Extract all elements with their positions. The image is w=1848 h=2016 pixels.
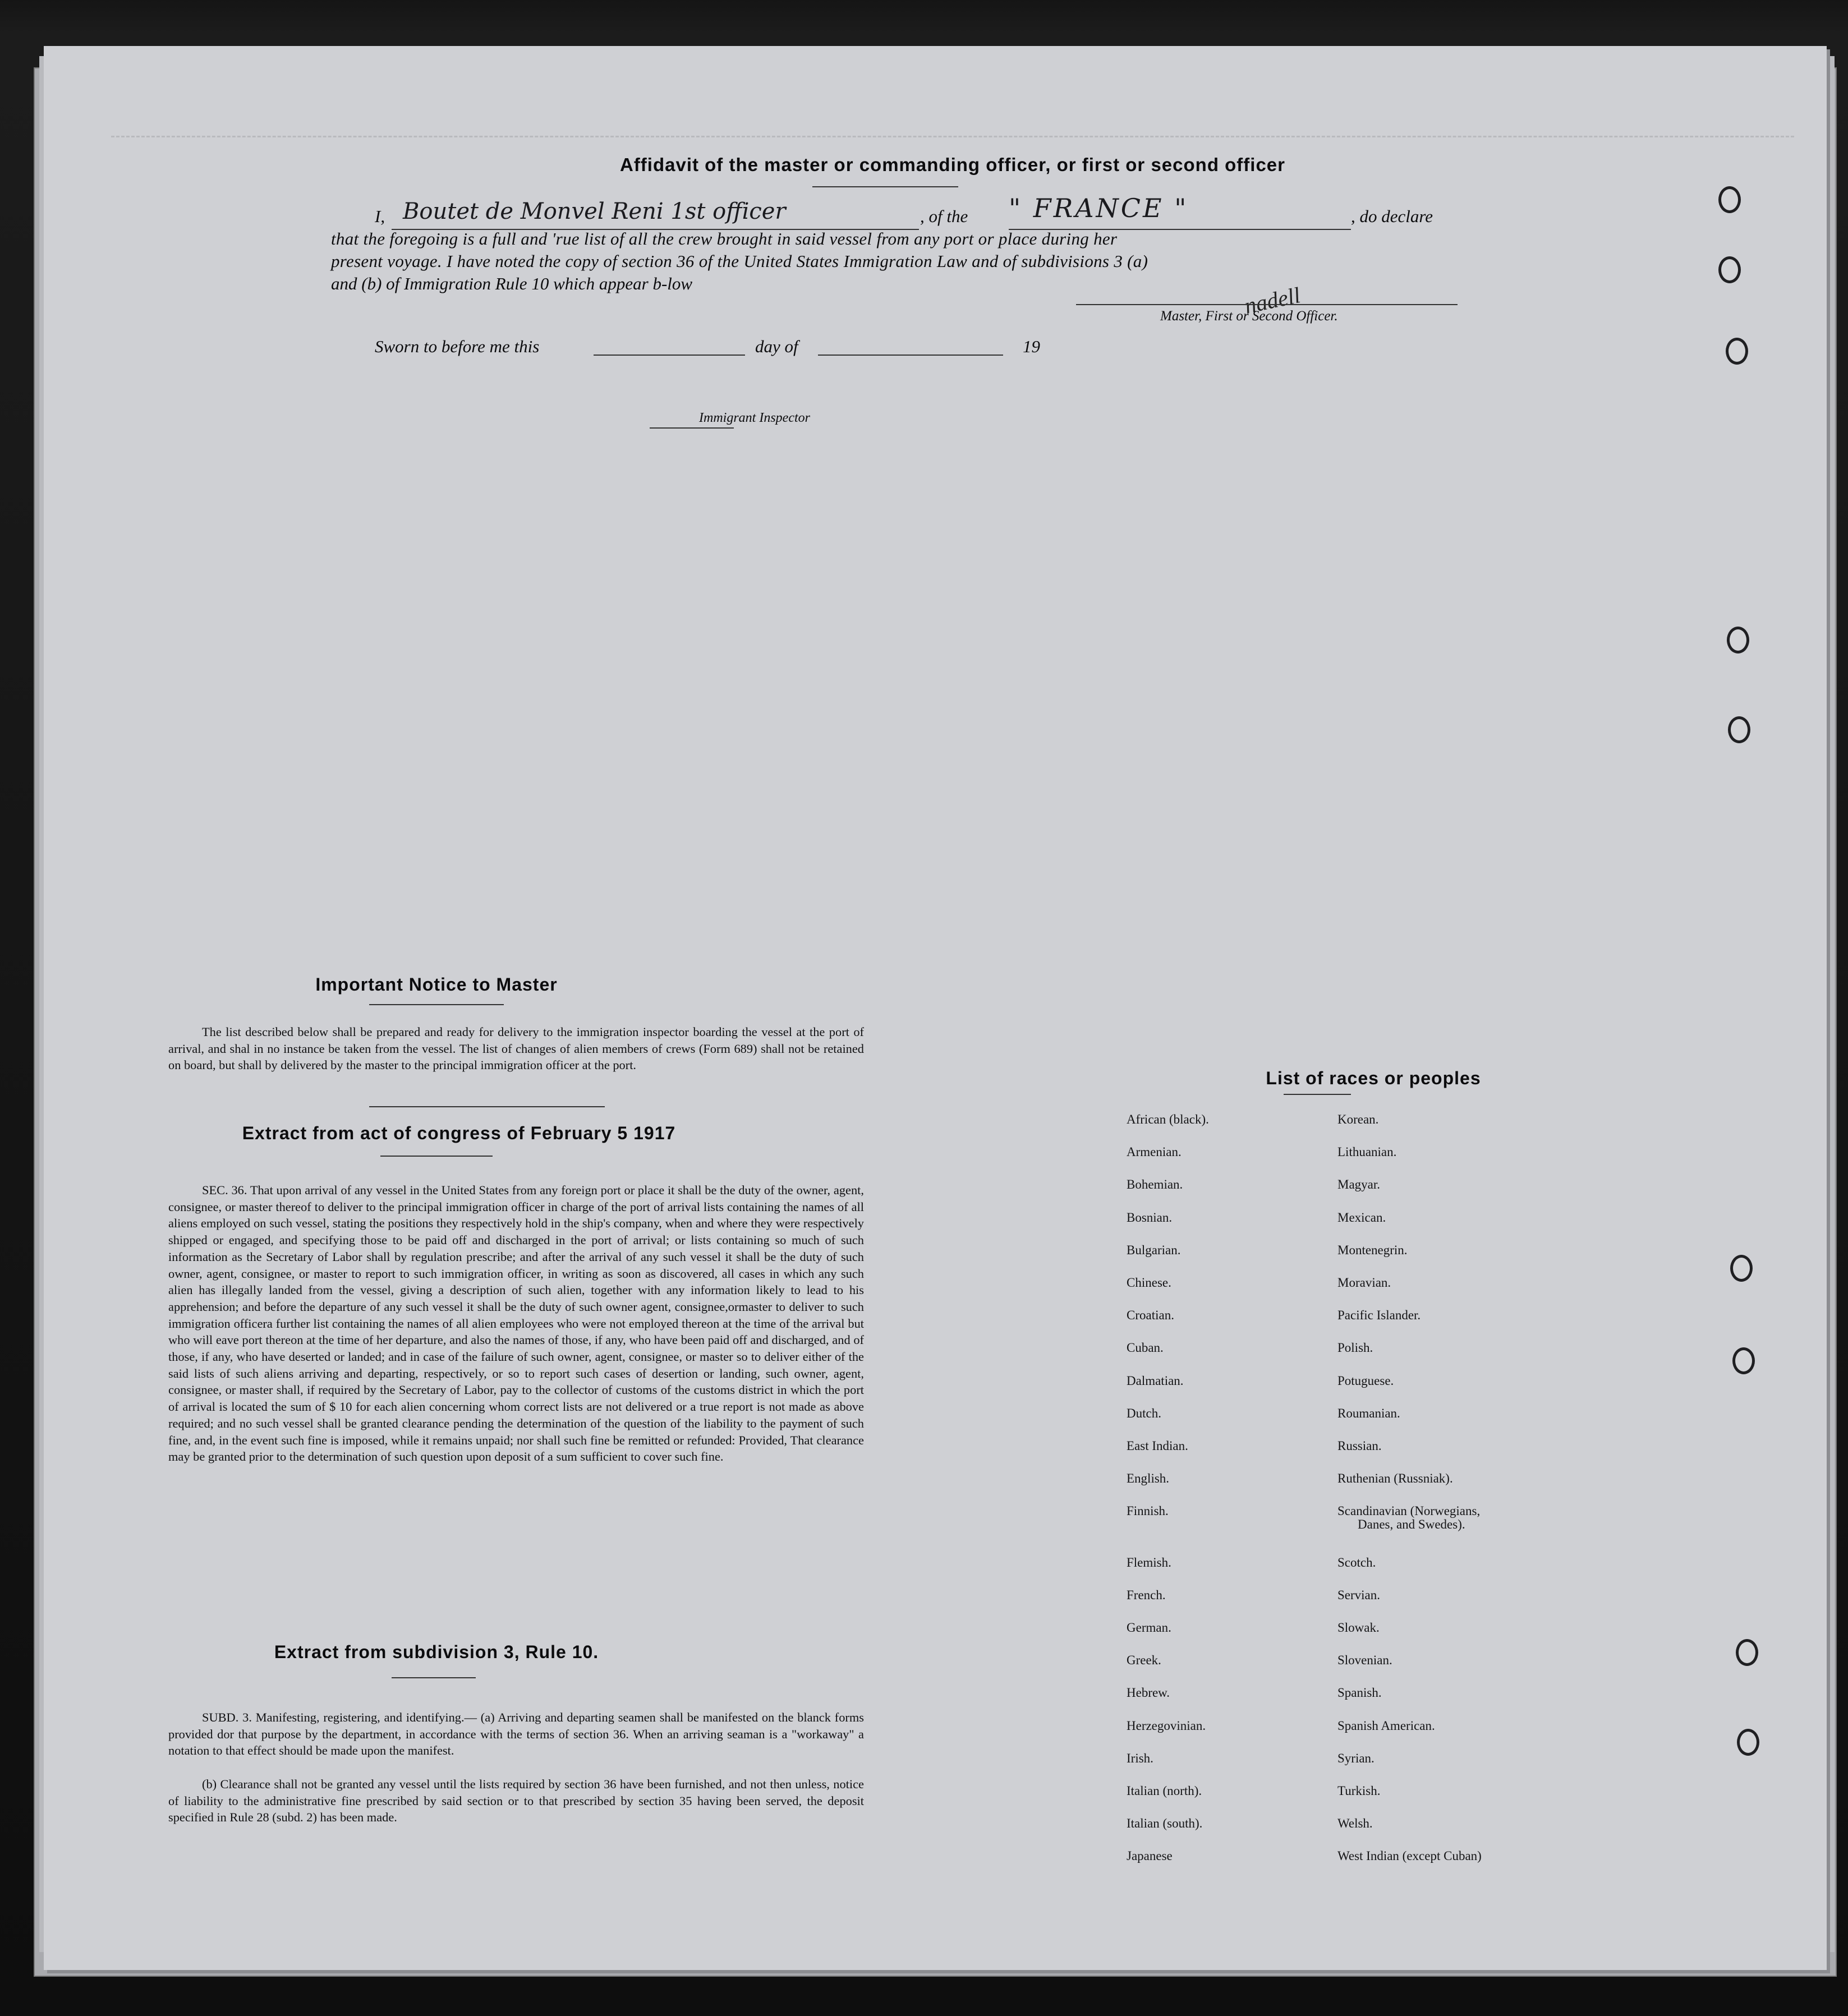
race-item: Lithuanian. [1337,1145,1397,1159]
day-of-label: day of [755,337,798,356]
race-item: Greek. [1127,1653,1161,1668]
race-item: Herzegovinian. [1127,1718,1206,1733]
inspector-line [650,427,734,429]
race-item: English. [1127,1471,1170,1486]
affidavit-line-4: and (b) of Immigration Rule 10 which appear b-low [331,274,693,293]
race-item: Croatian. [1127,1308,1174,1323]
race-item: Korean. [1337,1112,1379,1126]
binder-hole-icon [1727,627,1749,653]
races-rule [1284,1094,1351,1095]
race-item: Scandinavian (Norwegians, [1337,1504,1481,1518]
notice-rule [369,1004,504,1005]
affidavit-line-2: that the foregoing is a full and 'rue list of all the crew brought in said vessel from any port or place during her [331,229,1118,248]
race-item: Roumanian. [1337,1406,1400,1420]
race-item: African (black). [1127,1112,1209,1126]
binder-hole-icon [1737,1729,1759,1756]
race-item: Italian (south). [1127,1816,1203,1831]
signature-mark: nadell [1242,282,1303,319]
extract-rule-divider [392,1677,476,1678]
officer-name-handwritten: Boutet de Monvel Reni 1st officer [403,199,786,224]
race-item: Italian (north). [1127,1784,1202,1798]
affidavit-title: Affidavit of the master or commanding officer, or first or second officer [619,154,1285,175]
do-declare-label: , do declare [1351,206,1433,226]
race-item: Polish. [1337,1341,1373,1355]
race-item: Pacific Islander. [1337,1308,1421,1323]
race-item: Bulgarian. [1127,1242,1181,1257]
race-item: Japanese [1127,1849,1173,1863]
race-item: Servian. [1337,1587,1381,1602]
race-item: Russian. [1337,1439,1382,1453]
rule-10-para-a: SUBD. 3. Manifesting, registering, and identifying.— (a) Arriving and departing seamen shall be manifested on the blanck forms provided dor that purpose by the department, in accordance with the terms of section 36. When an arriving seaman is a "workaway" a notation to that effect should be made upon the manifest. [168,1710,864,1758]
race-item: Syrian. [1337,1751,1374,1765]
signature-label: Master, First or Second Officer. [1160,309,1338,324]
race-item: Turkish. [1337,1784,1381,1798]
race-item: German. [1127,1621,1171,1635]
section-36-text: SEC. 36. That upon arrival of any vessel in the United States from any foreign port or place it shall be the duty of the owner, agent, consignee, or master thereof to deliver to the principal immigration officer in charge of the port of arrival lists containing the names of all aliens employed on such vessel, stating the positions they respectively hold in the ship's company, when and where they were respectively shipped or engaged, and specifying those to be paid off and discharged in the port of arrival; or lists containing so much of such information as the Secretary of Labor shall by regulation prescribe; and after the arrival of any such vessel it shall be the duty of such owner, agent, consignee, or master to report to such immigration officer, in writing as soon as discovered, all cases in which any such alien has illegally landed from the vessel, giving a description of such alien, together with any information likely to lead to his apprehension; and before the departure of any such vessel it shall be the duty of such owner agent, consignee,ormaster to deliver to such immigration officera further list containing the names of all alien employees who were not employed thereon at the time of the arrival but who will eave port thereon at the time of her departure, and also the names of those, if any, who have been paid off and discharged, and of those, if any, who have deserted or landed; and in case of the failure of such owner, agent, consignee, or master so to deliver either of the said lists of such aliens arriving and departing, respectively, or so to report such cases of desertion or landing, such owner, agent, consignee, or master shall, if required by the Secretary of Labor, pay to the collector of customs of the customs district in which the port of arrival is located the sum of $ 10 for each alien concerning whom correct lists are not delivered or a true report is not made as above required; and no such vessel shall be granted clearance pending the determination of the question of the liability to the payment of such fine, and, in the event such fine is imposed, while it remains unpaid; nor shall such fine be remitted or refunded: Provided, That clearance may be granted prior to the determination of such question upon deposit of a sum sufficient to cover such fine. [168,1183,864,1464]
race-item: Welsh. [1337,1816,1373,1831]
race-item: Cuban. [1127,1341,1164,1355]
race-item: Hebrew. [1127,1686,1170,1700]
race-item: Ruthenian (Russniak). [1337,1471,1453,1486]
race-item: Mexican. [1337,1210,1386,1225]
extract-act-rule [380,1156,493,1157]
binder-hole-icon [1728,716,1750,743]
race-item: Finnish. [1127,1504,1169,1518]
binder-hole-icon [1736,1639,1758,1666]
notice-title: Important Notice to Master [315,974,558,995]
race-item: Armenian. [1127,1145,1182,1159]
race-item: Potuguese. [1337,1373,1394,1388]
race-item: Spanish. [1337,1686,1382,1700]
races-title: List of races or peoples [1266,1068,1481,1088]
title-rule [812,186,958,187]
signature-line [1076,304,1458,305]
binder-hole-icon [1726,338,1748,365]
race-item: Bohemian. [1127,1177,1183,1192]
bleed-through-header [111,102,1794,137]
extract-act-title: Extract from act of congress of February 5 1917 [242,1123,676,1143]
race-item: Irish. [1127,1751,1153,1765]
sworn-year-label: 19 [1023,337,1040,356]
race-item: Moravian. [1337,1276,1391,1290]
race-item: Magyar. [1337,1177,1381,1192]
notice-text: The list described below shall be prepared and ready for delivery to the immigration inspector boarding the vessel at the port of arrival, and shal in no instance be taken from the vessel. The list of changes of alien members of crews (Form 689) shall not be retained on board, but shall by delivered by the master to the principal immigration officer at the port. [168,1025,864,1073]
manifest-page [44,46,1827,1970]
race-item: Spanish American. [1337,1718,1435,1733]
rule-10-para-b: (b) Clearance shall not be granted any vessel until the lists required by section 36 have been furnished, and not then unless, notice of liability to the administrative fine prescribed by said section or to that prescribed by section 35 having been served, the deposit specified in Rule 28 (subd. 2) has been made. [168,1777,864,1825]
inspector-label: Immigrant Inspector [699,411,810,425]
race-item: East Indian. [1127,1439,1188,1453]
binder-hole-icon [1718,186,1741,213]
race-item: Bosnian. [1127,1210,1173,1225]
binder-hole-icon [1730,1255,1753,1282]
race-item: Flemish. [1127,1555,1171,1569]
binder-hole-icon [1732,1347,1755,1374]
notice-divider [369,1106,605,1107]
race-item: Slowak. [1337,1621,1380,1635]
race-item: Montenegrin. [1337,1242,1408,1257]
affidavit-line-3: present voyage. I have noted the copy of section 36 of the United States Immigration Law and of subdivisions 3 (a) [331,251,1148,271]
race-item: Slovenian. [1337,1653,1392,1668]
race-item: Danes, and Swedes). [1358,1517,1465,1532]
sworn-day-line [594,355,745,356]
race-item: French. [1127,1587,1166,1602]
sworn-month-line [818,355,1003,356]
race-item: Chinese. [1127,1276,1171,1290]
extract-rule-title: Extract from subdivision 3, Rule 10. [274,1642,599,1662]
race-item: Dutch. [1127,1406,1161,1420]
binder-hole-icon [1718,256,1741,283]
of-the-label: , of the [920,206,968,226]
race-item: West Indian (except Cuban) [1337,1849,1482,1863]
affidavit-i-label: I, [375,206,385,226]
race-item: Dalmatian. [1127,1373,1184,1388]
vessel-name-handwritten: " FRANCE " [1009,193,1189,223]
race-item: Scotch. [1337,1555,1376,1569]
sworn-label: Sworn to before me this [375,337,540,356]
